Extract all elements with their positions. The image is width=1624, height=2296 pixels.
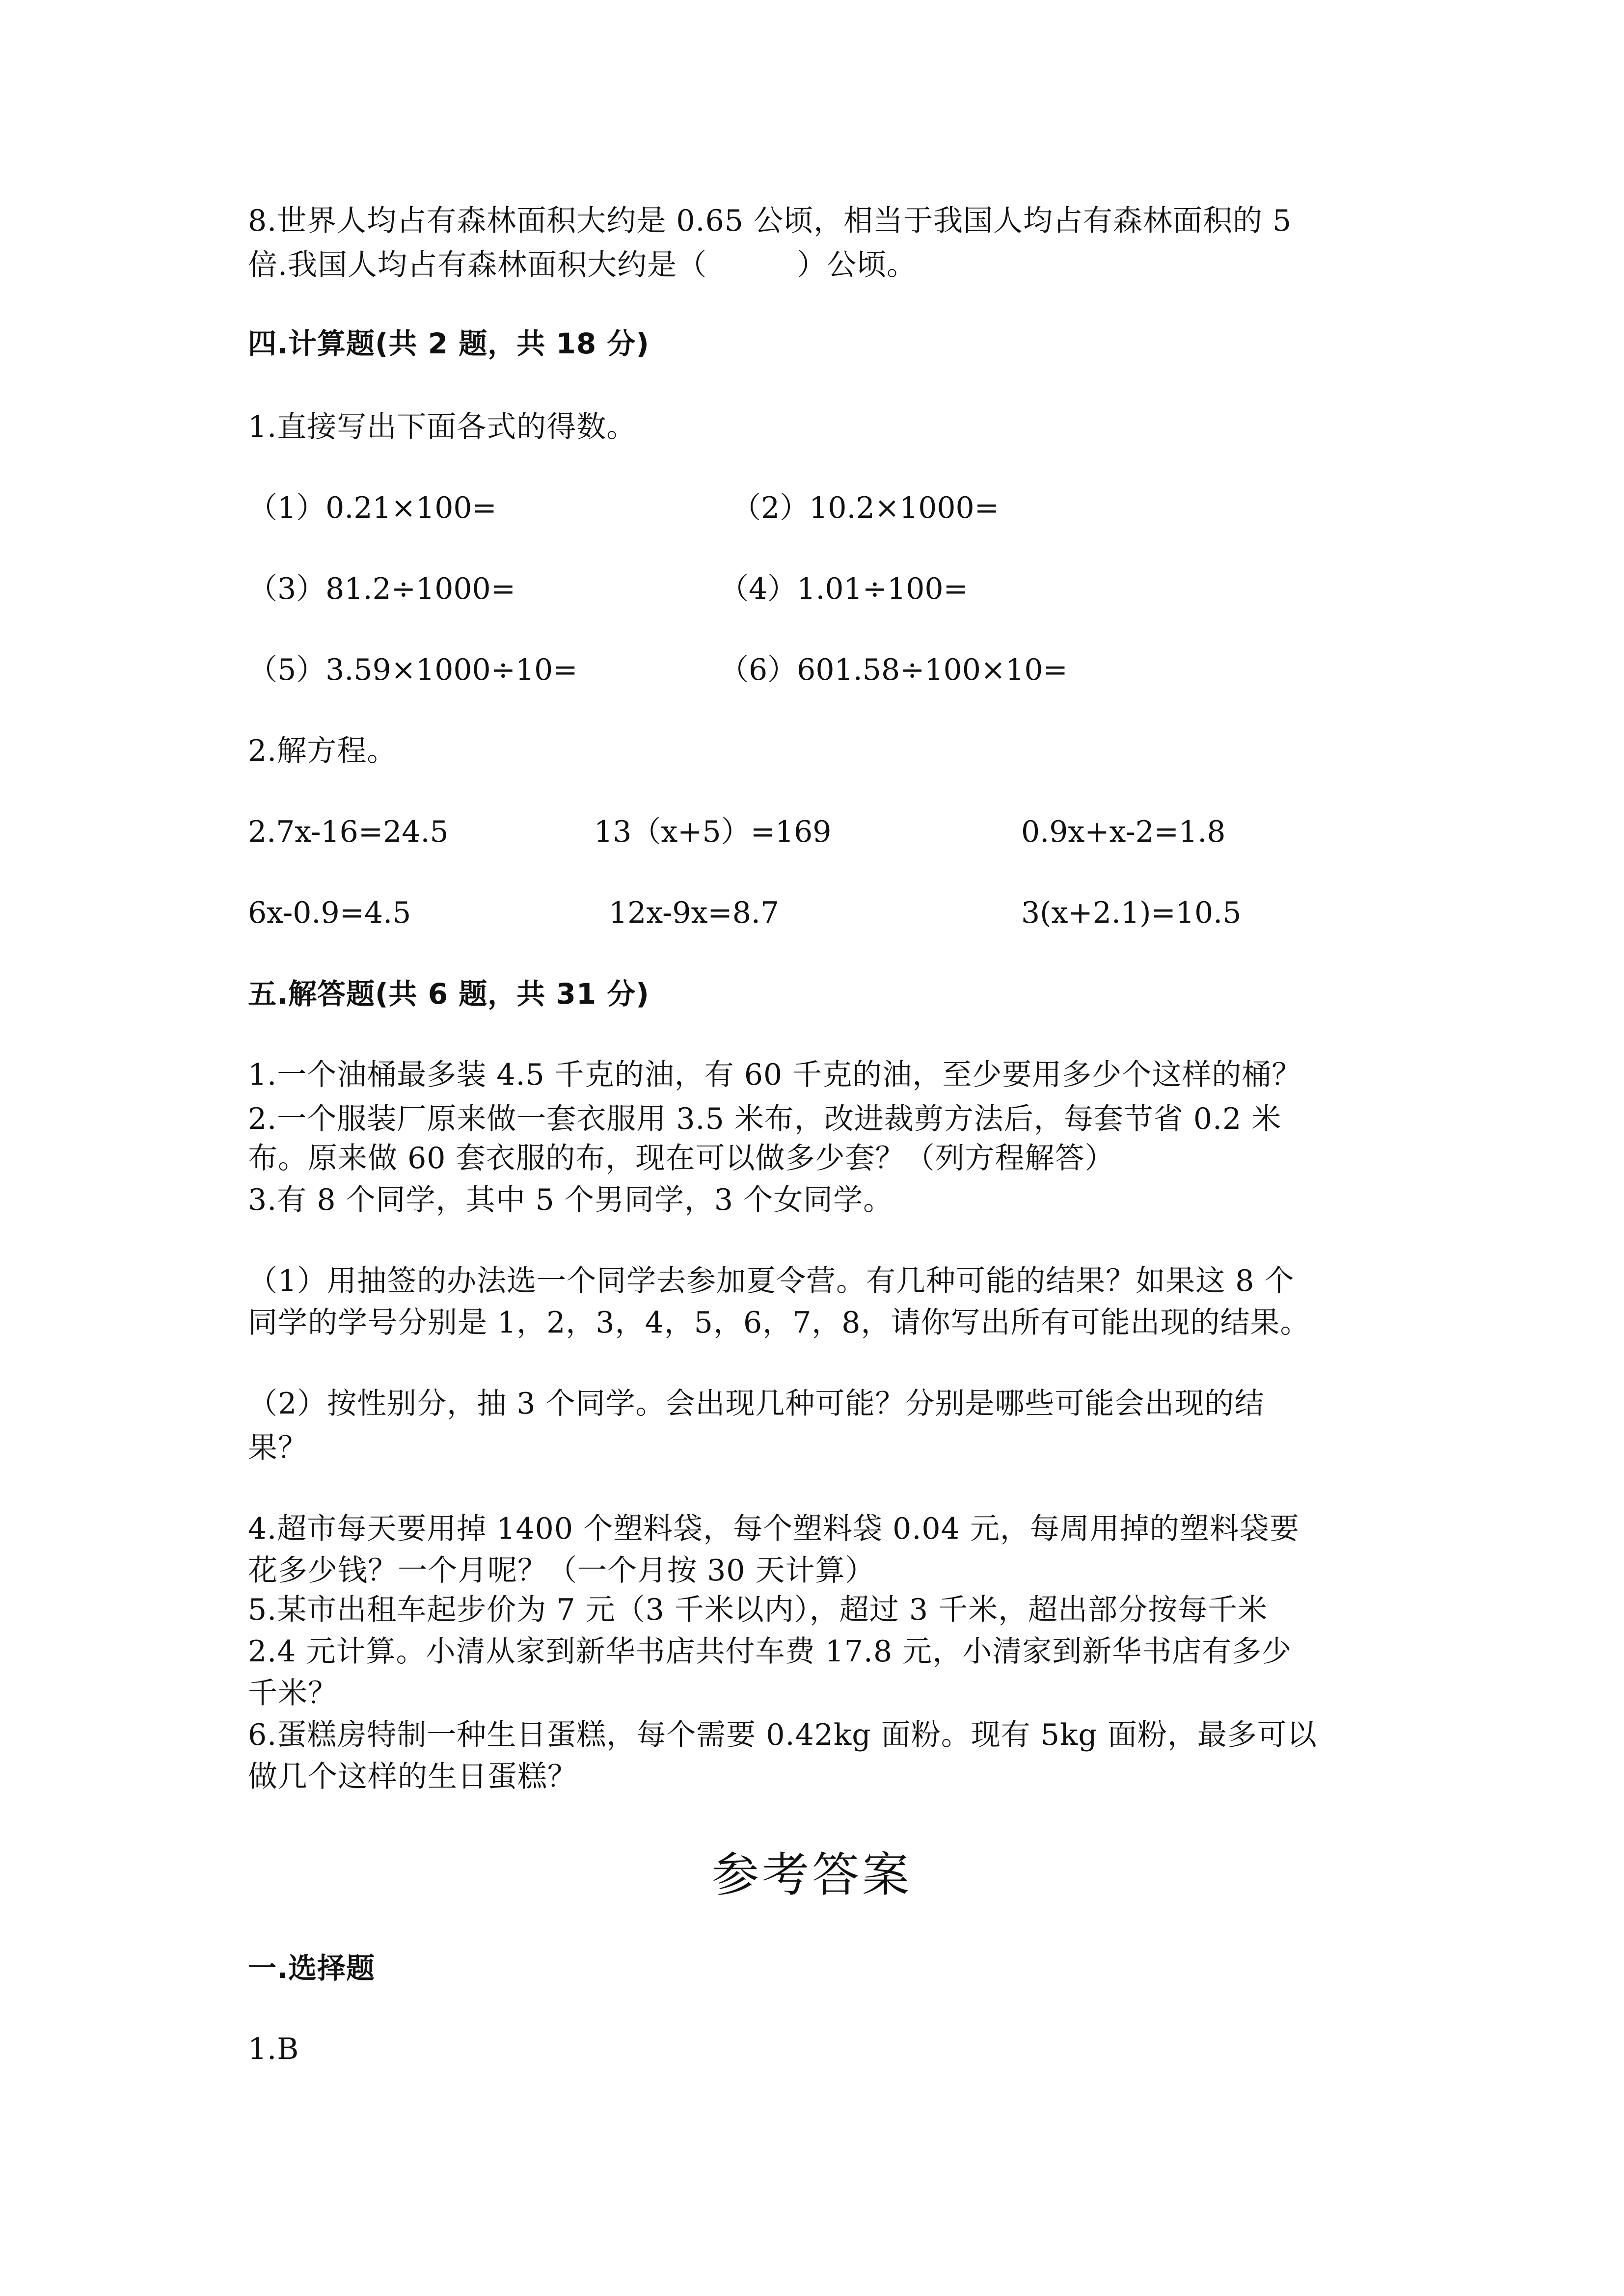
s5-line-4: 3.有 8 个同学，其中 5 个男同学，3 个女同学。 <box>248 1183 893 1217</box>
q8-line-1: 8.世界人均占有森林面积大约是 0.65 公顷，相当于我国人均占有森林面积的 5 <box>248 204 1292 238</box>
equation-2: 13（x+5）=169 <box>594 815 832 849</box>
s5-line-13: 千米？ <box>248 1676 338 1710</box>
equation-1: 2.7x-16=24.5 <box>248 815 449 849</box>
equation-6: 3(x+2.1)=10.5 <box>1021 896 1242 930</box>
calc-item-6: （6）601.58÷100×10= <box>719 653 1068 687</box>
equation-3: 0.9x+x-2=1.8 <box>1021 815 1226 849</box>
s5-line-12: 2.4 元计算。小清从家到新华书店共付车费 17.8 元，小清家到新华书店有多少 <box>248 1634 1292 1669</box>
answers-title: 参考答案 <box>712 1847 912 1902</box>
s5-line-8: 果？ <box>248 1431 308 1465</box>
s5-line-3: 布。原来做 60 套衣服的布，现在可以做多少套？（列方程解答） <box>248 1141 1115 1175</box>
s5-line-7: （2）按性别分，抽 3 个同学。会出现几种可能？分别是哪些可能会出现的结 <box>248 1387 1265 1421</box>
s5-line-9: 4.超市每天要用掉 1400 个塑料袋，每个塑料袋 0.04 元，每周用掉的塑料袋要 <box>248 1512 1299 1546</box>
s5-line-10: 花多少钱？一个月呢？（一个月按 30 天计算） <box>248 1553 875 1588</box>
answer-1: 1.B <box>248 2032 299 2066</box>
section-4-q2-prompt: 2.解方程。 <box>248 734 397 768</box>
answers-section-1-heading: 一.选择题 <box>248 1951 376 1985</box>
section-5-heading: 五.解答题(共 6 题，共 31 分) <box>248 977 650 1011</box>
s5-line-5: （1）用抽签的办法选一个同学去参加夏令营。有几种可能的结果？如果这 8 个 <box>248 1264 1295 1298</box>
calc-item-2: （2）10.2×1000= <box>731 491 1000 525</box>
calc-item-5: （5）3.59×1000÷10= <box>248 653 578 687</box>
calc-item-4: （4）1.01÷100= <box>719 572 968 606</box>
calc-item-3: （3）81.2÷1000= <box>248 572 516 606</box>
section-4-heading: 四.计算题(共 2 题，共 18 分) <box>248 327 650 360</box>
equation-4: 6x-0.9=4.5 <box>248 896 411 930</box>
section-4-q1-prompt: 1.直接写出下面各式的得数。 <box>248 410 637 444</box>
calc-item-1: （1）0.21×100= <box>248 491 497 525</box>
equation-5: 12x-9x=8.7 <box>609 896 780 930</box>
q8-line-2: 倍.我国人均占有森林面积大约是（ ）公顷。 <box>248 248 917 282</box>
s5-line-11: 5.某市出租车起步价为 7 元（3 千米以内），超过 3 千米，超出部分按每千米 <box>248 1593 1268 1627</box>
s5-line-1: 1.一个油桶最多装 4.5 千克的油，有 60 千克的油，至少要用多少个这样的桶？ <box>248 1058 1302 1092</box>
s5-line-15: 做几个这样的生日蛋糕？ <box>248 1760 577 1794</box>
s5-line-14: 6.蛋糕房特制一种生日蛋糕，每个需要 0.42kg 面粉。现有 5kg 面粉，最多可以 <box>248 1718 1317 1752</box>
s5-line-2: 2.一个服装厂原来做一套衣服用 3.5 米布，改进裁剪方法后，每套节省 0.2 米 <box>248 1102 1282 1136</box>
s5-line-6: 同学的学号分别是 1，2，3，4，5，6，7，8，请你写出所有可能出现的结果。 <box>248 1306 1310 1340</box>
